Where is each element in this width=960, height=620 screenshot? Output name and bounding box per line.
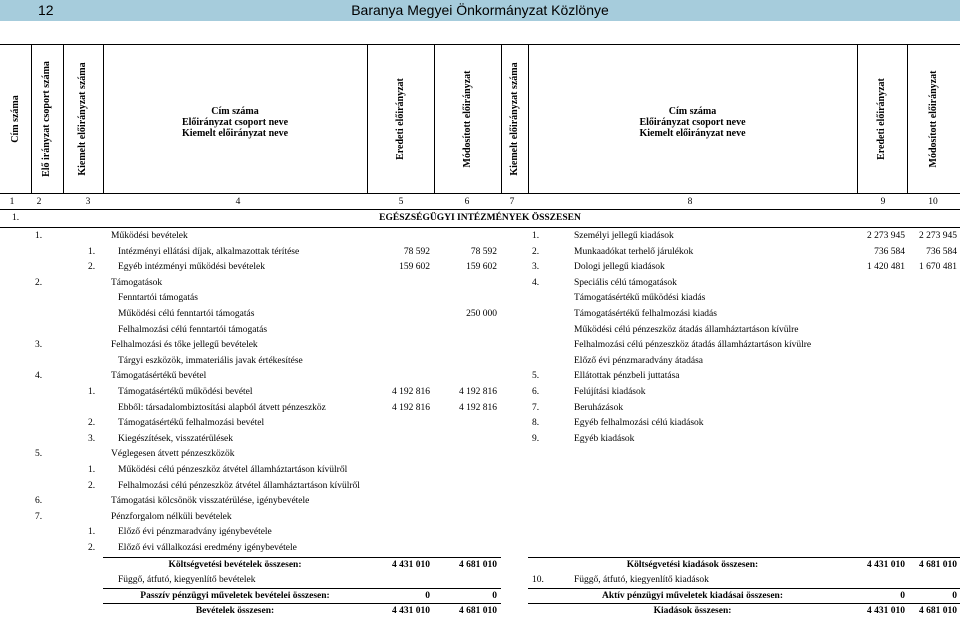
row-item-number: 1. (88, 527, 96, 538)
col-head-cim: Cím száma (9, 94, 21, 143)
rule-line (528, 588, 960, 589)
row-income-label: Felhalmozási célú fenntartói támogatás (118, 324, 268, 335)
col-head-eredeti2: Eredeti előirányzat (876, 77, 887, 160)
row-income-original: 4 192 816 (392, 387, 430, 397)
column-divider (857, 44, 858, 193)
column-divider (434, 44, 435, 193)
row-expense-label: Dologi jellegű kiadások (574, 262, 665, 273)
row-cim-number: 6. (35, 496, 43, 507)
row-income-original: 4 192 816 (392, 402, 430, 413)
rule-line (0, 193, 960, 194)
row-income-label: Támogatásértékű felhalmozási bevétel (118, 418, 265, 429)
row-income-original: 78 592 (403, 246, 430, 257)
row-income-label: Előző évi vállalkozási eredmény igénybevétele (118, 543, 297, 553)
col-head-eredeti: Eredeti előirányzat (394, 77, 406, 160)
row-expense-label: Munkaadókat terhelő járulékok (574, 246, 694, 257)
row-item-number: 2. (88, 418, 96, 429)
col-number: 6 (464, 197, 470, 207)
total-expense-label: Költségvetési kiadások összesen: (626, 559, 759, 570)
col-number: 7 (509, 197, 515, 207)
column-divider (31, 44, 32, 193)
total-income-original: 4 431 010 (392, 559, 430, 570)
row-expense-number: 8. (532, 418, 540, 429)
page-number: 12 (38, 2, 54, 18)
rule-line (103, 588, 501, 589)
total-expense-original: 0 (900, 590, 905, 601)
row-expense-label: Felújítási kiadások (574, 387, 646, 397)
row-income-label: Működési célú pénzeszköz átvétel államháztartáson kívülről (118, 465, 348, 475)
row-income-modified: 4 192 816 (459, 387, 497, 397)
row-income-original: 159 602 (399, 262, 430, 273)
row-expense-label: Előző évi pénzmaradvány átadása (574, 355, 703, 366)
total-expense-modified: 4 681 010 (919, 559, 957, 570)
row-income-label: Előző évi pénzmaradvány igénybevétele (118, 527, 272, 538)
row-expense-number: 9. (532, 433, 540, 444)
col-head-left-line: Kiemelt előirányzat neve (181, 128, 289, 139)
column-divider (907, 44, 908, 193)
row-item-number: 2. (88, 543, 96, 553)
total-expense-original: 4 431 010 (867, 606, 905, 617)
row-item-number: 2. (88, 262, 96, 273)
col-number: 10 (928, 197, 938, 207)
column-divider (501, 44, 502, 193)
row-expense-label: Támogatásértékű felhalmozási kiadás (574, 309, 717, 319)
row-expense-number: 6. (532, 387, 540, 397)
row-cim-number: 3. (35, 340, 43, 351)
row-expense-modified: 736 584 (926, 246, 957, 257)
rule-line (103, 603, 501, 604)
total-income-original: 4 431 010 (392, 606, 430, 617)
row-expense-number: 7. (532, 402, 540, 413)
rule-line (0, 44, 960, 45)
total-income-modified: 0 (492, 590, 497, 601)
rule-line (0, 209, 960, 210)
row-expense-modified: 1 670 481 (919, 262, 957, 273)
row-income-label: Felhalmozási célú pénzeszköz átvétel államháztartáson kívülről (118, 480, 360, 491)
row-income-modified: 4 192 816 (459, 402, 497, 413)
row-expense-label: Egyéb felhalmozási célú kiadások (574, 418, 704, 429)
col-head-eloir-csop: Elő irányzat csoport száma (41, 60, 52, 177)
row-income-label: Véglegesen átvett pénzeszközök (111, 449, 235, 460)
row-cim-number: 4. (35, 371, 43, 382)
row-income-label: Ebből: társadalombiztosítási alapból átvett pénzeszköz (118, 402, 326, 413)
rule-line (528, 603, 960, 604)
row-income-label: Működési célú fenntartói támogatás (118, 309, 255, 319)
row-expense-number: 2. (532, 246, 540, 257)
total-income-modified: 4 681 010 (459, 559, 497, 570)
row-income-label: Fenntartói támogatás (118, 293, 198, 304)
row-cim-number: 2. (35, 277, 43, 288)
publication-title: Baranya Megyei Önkormányzat Közlönye (351, 2, 609, 18)
col-head-modositott2: Módosított előirányzat (927, 70, 939, 167)
row-income-label: Támogatásértékű működési bevétel (118, 387, 253, 397)
rule-line (0, 227, 960, 228)
row-income-label: Felhalmozási és tőke jellegű bevételek (111, 340, 258, 351)
col-head-kiemelt-sz2: Kiemelt előirányzat száma (508, 61, 520, 176)
row-income-modified: 250 000 (466, 309, 497, 319)
col-head-right-line: Cím száma (668, 106, 717, 117)
row-expense-number: 4. (532, 277, 540, 288)
row-expense-label: Beruházások (574, 402, 624, 413)
total-expense-number: 10. (532, 575, 544, 586)
row-expense-number: 3. (532, 262, 540, 273)
col-number: 2 (36, 197, 42, 207)
row-expense-original: 736 584 (874, 246, 905, 257)
col-head-right-line: Kiemelt előirányzat neve (639, 128, 746, 139)
col-head-left-line: Előirányzat csoport neve (181, 117, 289, 128)
col-head-right-line: Előirányzat csoport neve (639, 117, 746, 128)
total-expense-label: Aktív pénzügyi műveletek kiadásai összesen: (601, 590, 784, 601)
column-divider (63, 44, 64, 193)
col-number: 8 (687, 197, 693, 207)
total-income-label: Passzív pénzügyi műveletek bevételei összesen: (140, 590, 330, 601)
row-expense-number: 5. (532, 371, 540, 382)
row-income-label: Kiegészítések, visszatérülések (118, 433, 234, 444)
row-item-number: 1. (88, 246, 96, 257)
section-number: 1. (12, 213, 20, 223)
row-item-number: 3. (88, 433, 96, 444)
row-income-label: Intézményi ellátási díjak, alkalmazottak térítése (118, 246, 300, 257)
row-expense-number: 1. (532, 231, 540, 241)
row-expense-label: Működési célú pénzeszköz átadás államháztartáson kívülre (574, 324, 799, 335)
row-expense-label: Egyéb kiadások (574, 433, 635, 444)
rule-line (528, 557, 960, 558)
total-expense-label: Függő, átfutó, kiegyenlítő kiadások (574, 575, 709, 586)
total-income-label: Bevételek összesen: (195, 606, 275, 617)
row-expense-label: Ellátottak pénzbeli juttatása (574, 371, 680, 382)
row-expense-label: Támogatásértékű működési kiadás (574, 293, 706, 304)
total-income-original: 0 (425, 590, 430, 601)
rule-line (103, 557, 501, 558)
row-income-label: Támogatásértékű bevétel (111, 371, 207, 382)
row-income-label: Pénzforgalom nélküli bevételek (111, 511, 232, 522)
row-expense-original: 2 273 945 (867, 231, 905, 241)
total-income-label: Költségvetési bevételek összesen: (168, 559, 302, 570)
row-income-label: Tárgyi eszközök, immateriális javak értékesítése (118, 355, 303, 366)
page-header (0, 0, 960, 21)
row-expense-label: Speciális célú támogatások (574, 277, 677, 288)
row-cim-number: 7. (35, 511, 43, 522)
col-number: 1 (9, 197, 15, 207)
row-expense-label: Személyi jellegű kiadások (574, 231, 674, 241)
col-number: 3 (85, 197, 91, 207)
col-number: 4 (235, 197, 241, 207)
row-cim-number: 5. (35, 449, 43, 460)
row-income-label: Támogatások (111, 277, 163, 288)
total-income-modified: 4 681 010 (459, 606, 497, 617)
section-title: EGÉSZSÉGÜGYI INTÉZMÉNYEK ÖSSZESEN (379, 213, 581, 223)
row-item-number: 2. (88, 480, 96, 491)
row-income-label: Egyéb intézményi működési bevételek (118, 262, 265, 273)
col-head-left-line: Cím száma (211, 106, 259, 117)
total-expense-modified: 4 681 010 (919, 606, 957, 617)
column-divider (367, 44, 368, 193)
row-income-label: Működési bevételek (111, 231, 188, 241)
row-expense-modified: 2 273 945 (919, 231, 957, 241)
row-income-label: Támogatási kölcsönök visszatérülése, igénybevétele (111, 496, 310, 507)
row-item-number: 1. (88, 465, 96, 475)
row-item-number: 1. (88, 387, 96, 397)
row-expense-original: 1 420 481 (867, 262, 905, 273)
col-number: 5 (398, 197, 404, 207)
row-expense-label: Felhalmozási célú pénzeszköz átadás államháztartáson kívülre (574, 340, 812, 351)
row-cim-number: 1. (35, 231, 43, 241)
total-income-label: Függő, átfutó, kiegyenlítő bevételek (118, 575, 256, 586)
col-number: 9 (880, 197, 886, 207)
row-income-modified: 78 592 (470, 246, 497, 257)
row-income-modified: 159 602 (466, 262, 497, 273)
total-expense-modified: 0 (952, 590, 957, 601)
total-expense-label: Kiadások összesen: (653, 606, 732, 617)
total-expense-original: 4 431 010 (867, 559, 905, 570)
col-head-modositott: Módosított előirányzat (461, 70, 473, 167)
col-head-kiemelt-sz: Kiemelt előirányzat száma (77, 61, 88, 176)
